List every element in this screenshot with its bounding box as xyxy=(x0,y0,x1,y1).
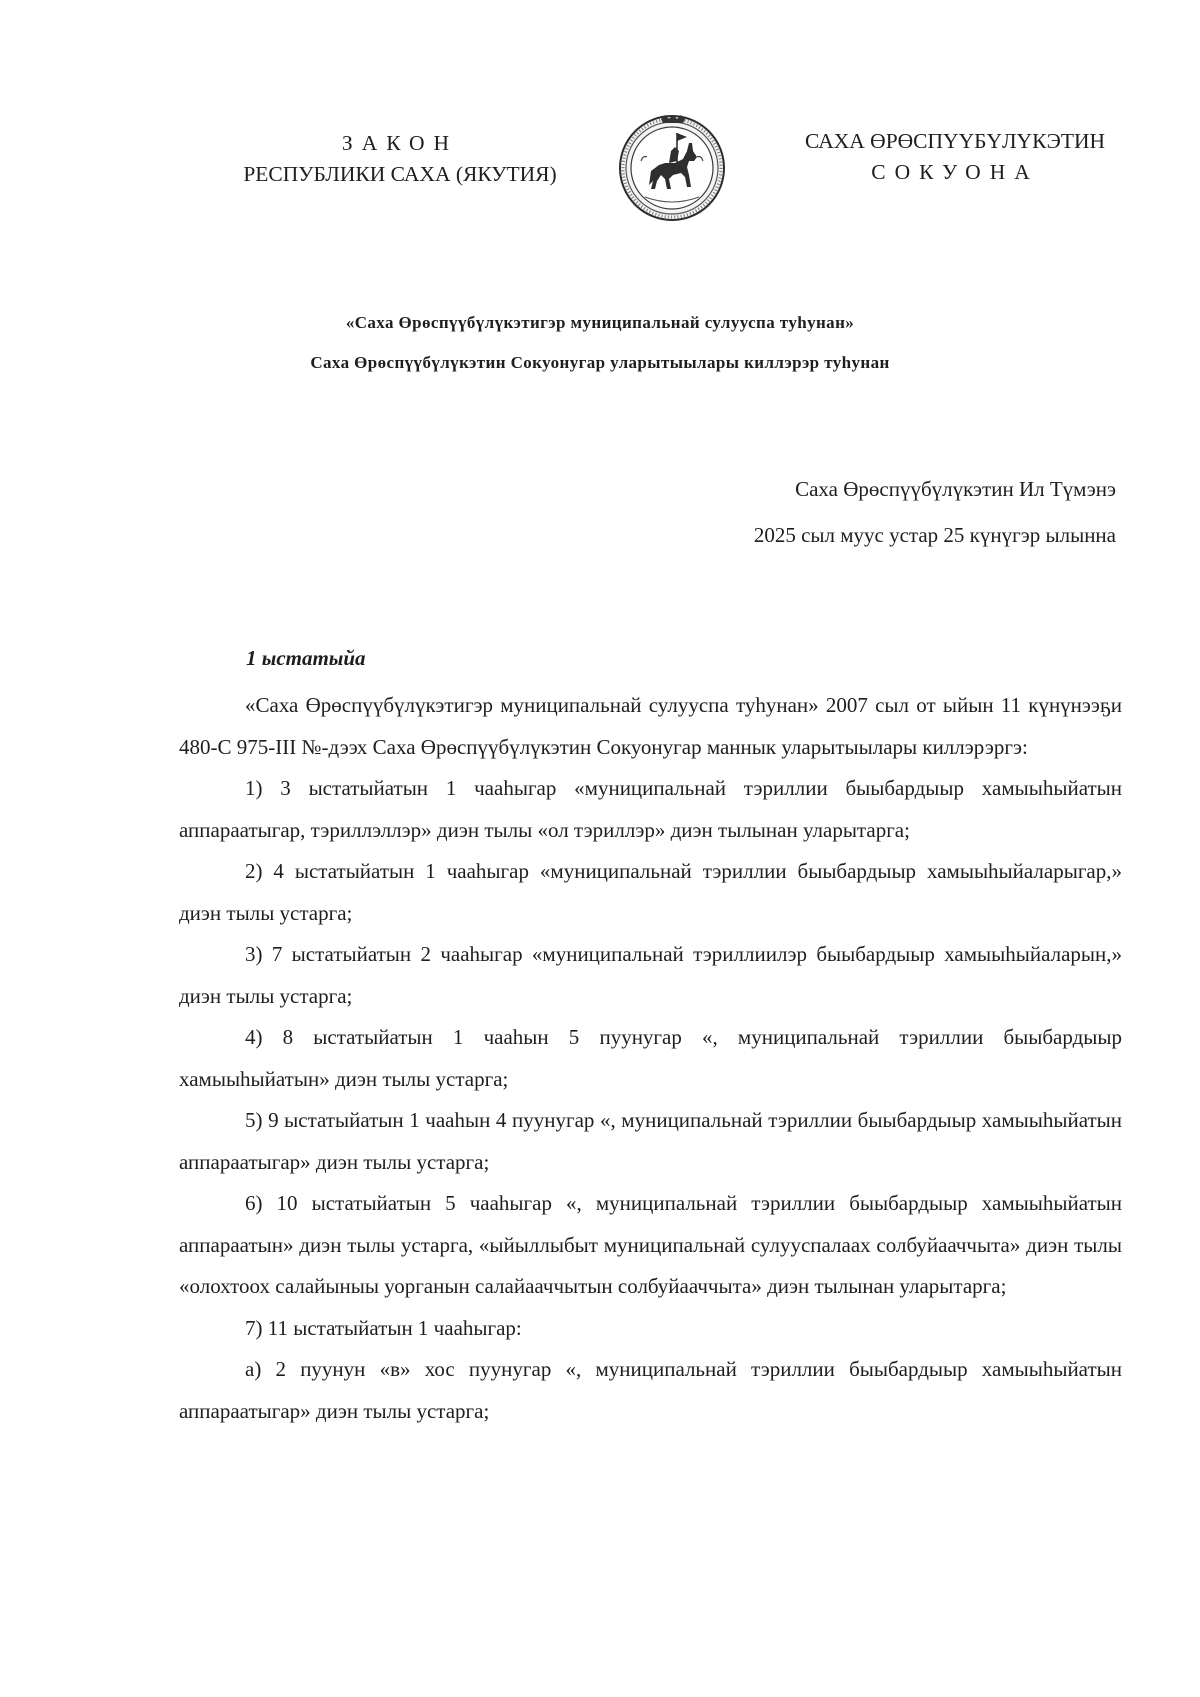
coat-of-arms-icon xyxy=(617,113,727,223)
article-paragraph: 2) 4 ыстатыйатын 1 чааһыгар «муниципальнай тэриллии быыбардыыр хамыыһыйаларыгар,» диэн тылы устарга; xyxy=(179,859,1122,925)
article-paragraph: 3) 7 ыстатыйатын 2 чааһыгар «муниципальнай тэриллиилэр быыбардыыр хамыыһыйаларын,» диэн тылы устарга; xyxy=(179,942,1122,1008)
adoption-date: 2025 сыл муус устар 25 күнүгэр ылынна xyxy=(753,523,1116,547)
header-sakha xyxy=(760,126,1150,188)
article-paragraph: 6) 10 ыстатыйатын 5 чааһыгар «, муниципальнай тэриллии быыбардыыр хамыыһыйатын аппараатын» диэн тылы устарга, «ыйыллыбыт муниципальнай сулууспалаах солбуйааччыта» диэн тылы «олохтоох салайыныы уорганын салайааччытын солбуйааччыта» диэн тылынан уларытарга; xyxy=(179,1191,1122,1298)
article-paragraph: 5) 9 ыстатыйатын 1 чааһын 4 пуунугар «, муниципальнай тэриллии быыбардыыр хамыыһыйатын аппараатыгар» диэн тылы устарга; xyxy=(179,1108,1122,1174)
header-republic-name-sakha: САХА ӨРӨСПҮҮБҮЛҮКЭТИН xyxy=(804,129,1106,153)
article-paragraph: а) 2 пуунун «в» хос пуунугар «, муниципальнай тэриллии быыбардыыр хамыыһыйатын аппараатыгар» диэн тылы устарга; xyxy=(179,1357,1122,1423)
header-republic-name: РЕСПУБЛИКИ САХА (ЯКУТИЯ) xyxy=(243,162,557,186)
article-heading: 1 ыстатыйа xyxy=(246,646,366,670)
header-law-label: ЗАКОН xyxy=(341,131,459,155)
document-title-line-2: Саха Өрөспүүбүлүкэтин Сокуонугар уларытыылары киллэрэр туһунан xyxy=(310,353,890,372)
article-paragraph: 1) 3 ыстатыйатын 1 чааһыгар «муниципальнай тэриллии быыбардыыр хамыыһыйатын аппараатыгар, тэриллэллэр» диэн тылы «ол тэриллэр» диэн тылынан уларытарга; xyxy=(179,776,1122,842)
header-russian xyxy=(190,128,610,190)
article-paragraph: «Саха Өрөспүүбүлүкэтигэр муниципальнай сулууспа туһунан» 2007 сыл от ыйын 11 күнүнээҕи 480-С 975-III №-дээх Саха Өрөспүүбүлүкэтин Сокуонугар маннык уларытыылары киллэрэргэ: xyxy=(179,693,1122,759)
header-law-label-sakha: СОКУОНА xyxy=(871,160,1039,184)
document-title-line-1: «Саха Өрөспүүбүлүкэтигэр муниципальнай сулууспа туһунан» xyxy=(345,313,855,332)
adopted-by: Саха Өрөспүүбүлүкэтин Ил Түмэнэ xyxy=(795,477,1116,501)
article-paragraph: 4) 8 ыстатыйатын 1 чааһын 5 пуунугар «, муниципальнай тэриллии быыбардыыр хамыыһыйатын» диэн тылы устарга; xyxy=(179,1025,1122,1091)
article-body xyxy=(179,685,1122,1432)
article-paragraph: 7) 11 ыстатыйатын 1 чааһыгар: xyxy=(245,1315,522,1340)
